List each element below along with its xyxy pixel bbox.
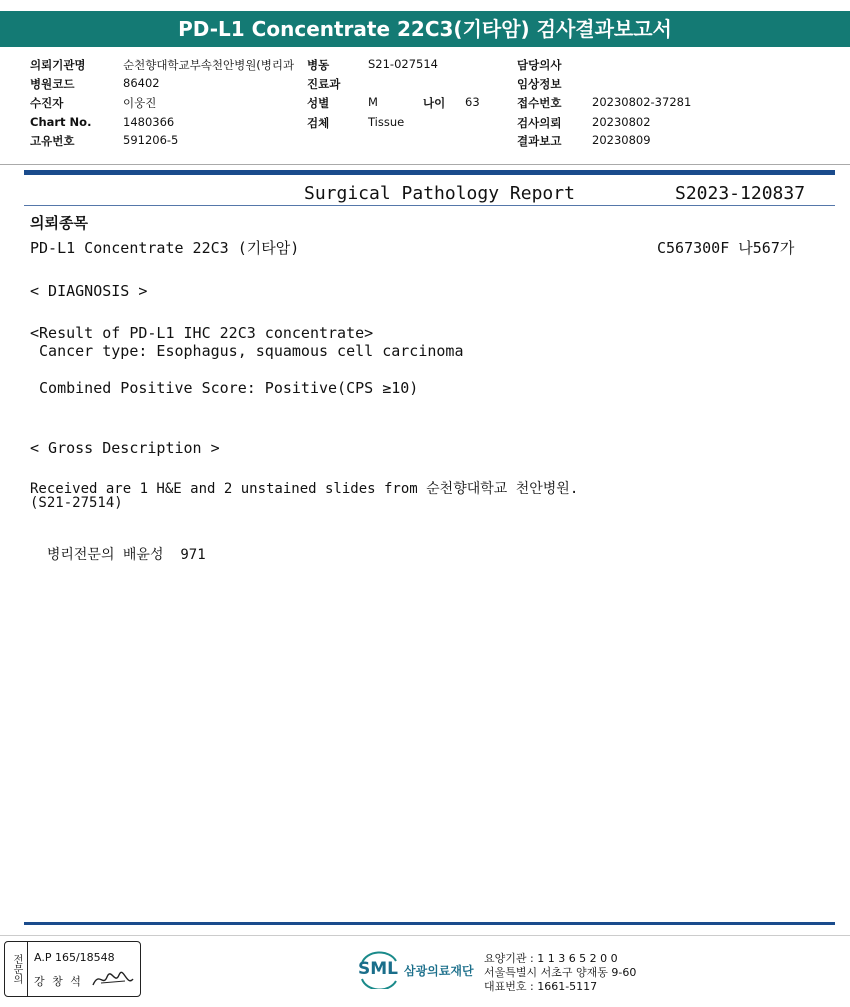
request-code: C567300F 나567가 — [657, 239, 795, 257]
pathologist-line: 병리전문의 배윤성 971 — [30, 547, 206, 563]
col3-label: 담당의사 — [517, 58, 562, 72]
col1-value: 순천향대학교부속천안병원(병리과 — [123, 58, 295, 72]
signature-side-label: 전문의 — [5, 942, 28, 996]
signature-box — [4, 941, 141, 997]
ap-number: A.P 165/18548 — [34, 951, 115, 964]
col1-value: 591206-5 — [123, 133, 179, 147]
col3-value: 20230809 — [592, 133, 651, 147]
org-address: 서울특별시 서초구 양재동 9-60 — [484, 966, 637, 979]
report-title-bar: PD-L1 Concentrate 22C3(기타암) 검사결과보고서 — [0, 11, 850, 47]
col3-label: 접수번호 — [517, 96, 562, 110]
result-header: <Result of PD-L1 IHC 22C3 concentrate> — [30, 324, 374, 342]
col1-value: 1480366 — [123, 115, 175, 129]
header-divider — [0, 164, 850, 165]
col2-label: 진료과 — [307, 77, 341, 91]
col2-value: M — [368, 95, 378, 109]
col3-value: 20230802-37281 — [592, 95, 692, 109]
cancer-type: Cancer type: Esophagus, squamous cell carcinoma — [30, 342, 464, 360]
age-label: 나이 — [423, 96, 446, 110]
col3-label: 결과보고 — [517, 134, 562, 148]
age-value: 63 — [465, 95, 480, 109]
heading-rule — [24, 205, 835, 206]
col1-value: 86402 — [123, 76, 160, 90]
col2-label: 병동 — [307, 58, 330, 72]
org-code: 요양기관 : 1 1 3 6 5 2 0 0 — [484, 952, 618, 965]
col1-label: 고유번호 — [30, 134, 75, 148]
col2-label: 성별 — [307, 96, 330, 110]
logo-text: SML — [358, 959, 398, 979]
doctor-name: 강 창 석 — [34, 975, 83, 988]
report-number: S2023-120837 — [675, 183, 806, 204]
footer-divider — [0, 935, 850, 936]
org-phone: 대표번호 : 1661-5117 — [484, 980, 598, 993]
cps-score: Combined Positive Score: Positive(CPS ≥10) — [30, 379, 419, 397]
diagnosis-header: < DIAGNOSIS > — [30, 282, 148, 300]
col1-label: 의뢰기관명 — [30, 58, 86, 72]
col3-label: 임상정보 — [517, 77, 562, 91]
col1-value: 이웅진 — [123, 96, 157, 110]
col1-label: 수진자 — [30, 96, 64, 110]
col3-value: 20230802 — [592, 115, 651, 129]
col1-label: 병원코드 — [30, 77, 75, 91]
bottom-rule — [24, 922, 835, 925]
col2-value: Tissue — [368, 115, 405, 129]
col1-label: Chart No. — [30, 115, 92, 129]
request-label: 의뢰종목 — [30, 214, 88, 232]
top-rule — [24, 170, 835, 175]
gross-line-2: (S21-27514) — [30, 495, 123, 511]
org-name: 삼광의료재단 — [404, 964, 474, 978]
request-item: PD-L1 Concentrate 22C3 (기타암) — [30, 239, 300, 257]
report-heading: Surgical Pathology Report — [304, 183, 575, 204]
gross-line-1: Received are 1 H&E and 2 unstained slides from 순천향대학교 천안병원. — [30, 481, 579, 497]
sml-logo-icon — [356, 949, 400, 989]
col2-label: 검체 — [307, 116, 330, 130]
col3-label: 검사의뢰 — [517, 116, 562, 130]
gross-header: < Gross Description > — [30, 439, 220, 457]
signature-image — [91, 969, 137, 991]
col2-value: S21-027514 — [368, 57, 438, 71]
